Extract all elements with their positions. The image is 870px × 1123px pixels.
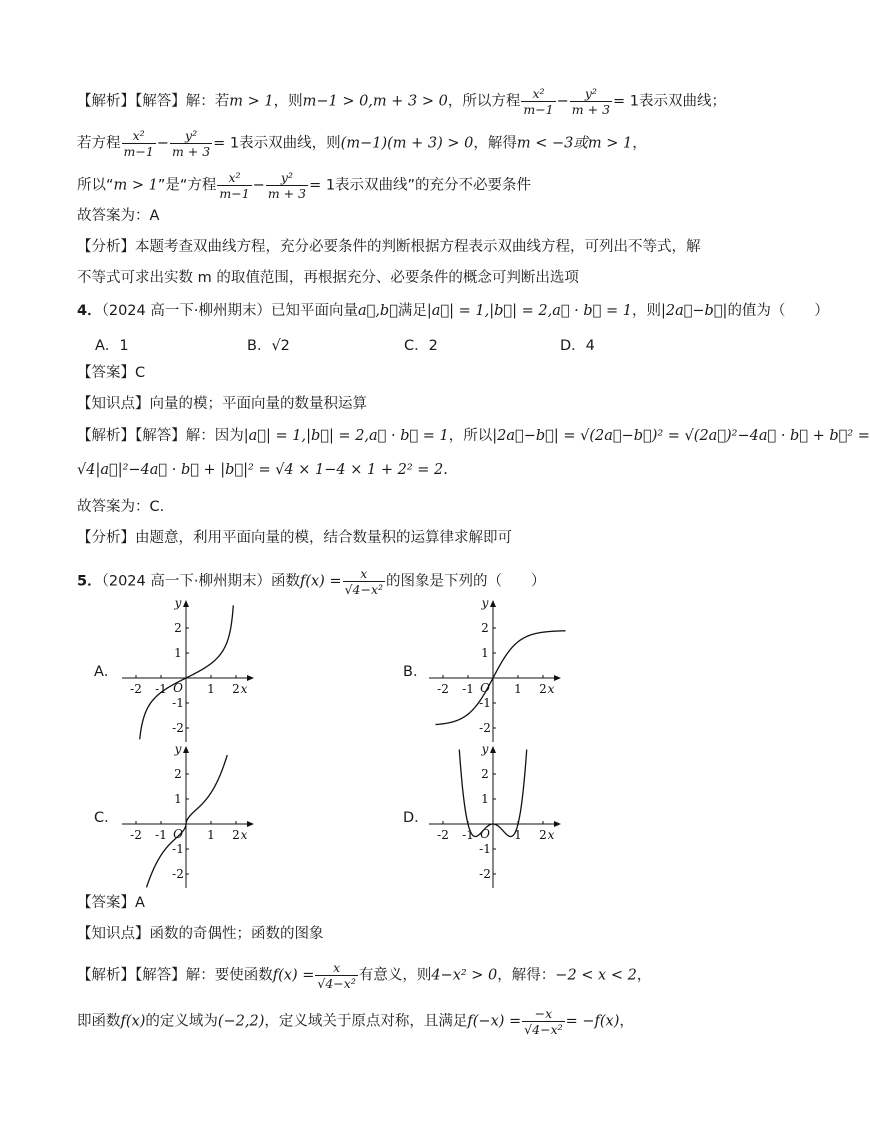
x-tick-label: 1 <box>207 828 215 842</box>
frac-num: x² <box>217 170 251 186</box>
x-axis-arrow <box>247 675 254 681</box>
y-tick-label: -1 <box>172 842 184 856</box>
frac-num: x <box>343 566 385 582</box>
math: m < −3或m > 1 <box>516 135 633 152</box>
math: |2a⃗−b⃗| = √(2a⃗−b⃗)² = √(2a⃗)²−4a⃗ · b⃗ + b⃗² = <box>492 428 870 444</box>
math: f(−x) = <box>467 1013 522 1030</box>
x-tick-label: -1 <box>155 828 167 842</box>
x-tick-label: 2 <box>539 828 547 842</box>
y-axis-label: y <box>481 596 489 610</box>
frac-num: −x <box>522 1006 564 1022</box>
math: f(x) = <box>272 967 315 984</box>
y-tick-label: 1 <box>481 792 489 806</box>
y-tick-label: -2 <box>479 867 491 881</box>
frac-num: y² <box>570 86 612 102</box>
x-tick-label: 2 <box>232 682 240 696</box>
text: 【解析】【解答】解：要使函数 <box>77 967 273 984</box>
x-tick-label: 1 <box>514 682 522 696</box>
math: a⃗,b⃗ <box>357 303 398 319</box>
x-axis-label: x <box>240 682 248 696</box>
x-axis-label: x <box>547 682 555 696</box>
q4-knowledge: 【知识点】向量的模；平面向量的数量积运算 <box>77 396 367 412</box>
x-axis-label: x <box>240 828 248 842</box>
text: = 1表示双曲线； <box>613 93 727 110</box>
y-tick-label: -2 <box>172 721 184 735</box>
q3-solution-line3: 所以“m > 1”是“方程 $\frac{\text{x²}}{m-1}$ − $\frac{\text{y²}}{m + 3}$ = 1表示双曲线”的充分不必要条件 <box>77 170 532 201</box>
text: ，所以 <box>448 428 493 444</box>
q5-solution-line1 <box>77 960 651 991</box>
q5-graph-a[interactable] <box>118 596 258 746</box>
y-axis-arrow <box>183 746 189 753</box>
origin-label: O <box>173 681 183 695</box>
text: 的值为（ ） <box>727 303 829 319</box>
text: ，解得： <box>497 967 556 984</box>
y-tick-label: -1 <box>479 842 491 856</box>
fraction <box>315 960 357 991</box>
text: 【解析】【解答】解：因为 <box>77 428 244 444</box>
y-tick-label: 2 <box>481 621 489 635</box>
y-tick-label: 1 <box>174 792 182 806</box>
y-tick-label: 1 <box>174 646 182 660</box>
text: （2024 高一下·柳州期末）函数 <box>101 573 300 590</box>
y-axis-arrow <box>183 600 189 607</box>
q4-option-b[interactable]: B．√2 <box>247 338 290 354</box>
math: m > 1 <box>229 93 274 110</box>
frac-num: x² <box>122 128 156 144</box>
text: 有意义，则 <box>358 967 432 984</box>
text: ，所以方程 <box>447 93 521 110</box>
frac-den: √4−x² <box>317 976 356 991</box>
text: 即函数 <box>77 1013 121 1030</box>
text: （2024 高一下·柳州期末）已知平面向量 <box>101 303 358 319</box>
question-number: 4． <box>77 303 102 319</box>
text: ，解得 <box>473 135 517 152</box>
y-axis-arrow <box>490 746 496 753</box>
question-number: 5． <box>77 573 102 590</box>
x-tick-label: 1 <box>514 828 522 842</box>
q5-graph-label-d[interactable]: D． <box>403 810 429 826</box>
frac-den: m−1 <box>219 186 250 201</box>
y-axis-label: y <box>481 742 489 756</box>
text: = 1表示双曲线”的充分不必要条件 <box>309 177 532 194</box>
origin-label: O <box>480 681 490 695</box>
x-tick-label: -1 <box>462 828 474 842</box>
y-tick-label: 2 <box>174 767 182 781</box>
math: f(x) = <box>299 573 342 590</box>
frac-den: √4−x² <box>344 582 384 597</box>
math: m−1 > 0,m + 3 > 0 <box>302 93 448 110</box>
q4-analysis: 【分析】由题意，利用平面向量的模，结合数量积的运算律求解即可 <box>77 530 512 546</box>
x-tick-label: -2 <box>130 682 142 696</box>
math: (m−1)(m + 3) > 0 <box>340 135 474 152</box>
text: ， <box>632 135 647 152</box>
y-tick-label: -2 <box>479 721 491 735</box>
q5-graph-label-c[interactable]: C． <box>94 810 119 826</box>
frac-den: √4−x² <box>524 1022 563 1037</box>
q3-analysis-line2: 不等式可求出实数 m 的取值范围，再根据充分、必要条件的概念可判断出选项 <box>77 270 579 286</box>
q4-final-answer: 故答案为：C. <box>77 499 165 515</box>
text: 若方程 <box>77 135 121 152</box>
y-axis-label: y <box>174 596 182 610</box>
math: |2a⃗−b⃗| <box>660 303 728 319</box>
origin-label: O <box>480 827 490 841</box>
q3-answer: 故答案为：A <box>77 208 160 224</box>
q5-answer: 【答案】A <box>77 895 145 911</box>
frac-den: m + 3 <box>171 144 211 159</box>
x-tick-label: -2 <box>130 828 142 842</box>
frac-den: m + 3 <box>571 102 611 117</box>
origin-label: O <box>173 827 183 841</box>
x-axis-arrow <box>247 821 254 827</box>
graph-c-curve <box>146 755 227 887</box>
frac-den: m−1 <box>123 144 154 159</box>
q5-graph-label-b[interactable]: B． <box>403 664 428 680</box>
math: |a⃗| = 1,|b⃗| = 2,a⃗ · b⃗ = 1 <box>426 303 632 319</box>
math: (−2,2) <box>217 1013 265 1030</box>
x-tick-label: 2 <box>539 682 547 696</box>
x-tick-label: -1 <box>462 682 474 696</box>
x-tick-label: -2 <box>437 828 449 842</box>
text: 的图象是下列的（ ） <box>386 573 546 590</box>
x-tick-label: 2 <box>232 828 240 842</box>
frac-num: y² <box>170 128 212 144</box>
x-axis-label: x <box>547 828 555 842</box>
fraction <box>570 86 612 117</box>
fraction <box>217 170 251 201</box>
fraction <box>266 170 308 201</box>
q5-stem <box>77 566 546 597</box>
q4-solution-line1 <box>77 426 870 446</box>
math: √4|a⃗|²−4a⃗ · b⃗ + |b⃗|² = √4 × 1−4 × 1 + 2² = 2. <box>77 462 448 478</box>
q3-solution-line1: 【解析】【解答】解：若m > 1，则m−1 > 0,m + 3 > 0，所以方程 $\frac{\text{x²}}{m-1}$ − $\frac{\text{y²}}{m + 3}$ = 1表示双曲线； <box>77 86 727 117</box>
y-axis-arrow <box>490 600 496 607</box>
math: 4−x² > 0 <box>431 967 498 984</box>
text: ，定义域关于原点对称，且满足 <box>264 1013 468 1030</box>
text: 的定义域为 <box>145 1013 218 1030</box>
x-tick-label: -2 <box>437 682 449 696</box>
fraction <box>122 128 156 159</box>
y-axis-label: y <box>174 742 182 756</box>
math: = −f(x) <box>565 1013 620 1030</box>
frac-den: m + 3 <box>267 186 307 201</box>
text: 所以“ <box>77 177 114 194</box>
x-axis-arrow <box>554 675 561 681</box>
q5-graph-b[interactable] <box>425 596 565 746</box>
math: −2 < x < 2 <box>555 967 637 984</box>
frac-num: x <box>315 960 357 976</box>
q4-option-c[interactable]: C．2 <box>404 338 438 354</box>
y-tick-label: -1 <box>172 696 184 710</box>
text: 满足 <box>397 303 427 319</box>
text: 【解析】【解答】解：若 <box>77 93 230 110</box>
y-tick-label: 2 <box>481 767 489 781</box>
text: ”是“方程 <box>157 177 217 194</box>
q4-solution-line2 <box>77 460 448 480</box>
q4-option-d[interactable]: D．4 <box>560 338 595 354</box>
y-tick-label: -1 <box>479 696 491 710</box>
q5-graph-label-a[interactable]: A． <box>94 664 119 680</box>
text: ， <box>636 967 652 984</box>
text: = 1表示双曲线，则 <box>213 135 341 152</box>
y-tick-label: -2 <box>172 867 184 881</box>
text: ， <box>619 1013 634 1030</box>
x-tick-label: 1 <box>207 682 215 696</box>
math: f(x) <box>120 1013 146 1030</box>
q5-solution-line2 <box>77 1006 634 1037</box>
frac-num: x² <box>521 86 555 102</box>
q5-knowledge: 【知识点】函数的奇偶性；函数的图象 <box>77 926 324 942</box>
fraction <box>522 1006 564 1037</box>
q3-solution-line2: 若方程 $\frac{\text{x²}}{m-1}$ − $\frac{\text{y²}}{m + 3}$ = 1表示双曲线，则(m−1)(m + 3) > 0，解得m < −3或m > 1， <box>77 128 647 159</box>
y-tick-label: 1 <box>481 646 489 660</box>
fraction <box>170 128 212 159</box>
q5-graph-d[interactable] <box>425 742 565 892</box>
y-tick-label: 2 <box>174 621 182 635</box>
x-tick-label: -1 <box>155 682 167 696</box>
x-axis-arrow <box>554 821 561 827</box>
q5-graph-c[interactable] <box>118 742 258 892</box>
math: m > 1 <box>113 177 158 194</box>
q4-option-a[interactable]: A．1 <box>95 338 129 354</box>
text: ，则 <box>273 93 303 110</box>
fraction <box>521 86 555 117</box>
frac-den: m−1 <box>523 102 554 117</box>
frac-num: y² <box>266 170 308 186</box>
text: ，则 <box>631 303 661 319</box>
fraction <box>343 566 385 597</box>
q4-stem <box>77 301 829 321</box>
q4-answer: 【答案】C <box>77 365 146 381</box>
math: |a⃗| = 1,|b⃗| = 2,a⃗ · b⃗ = 1 <box>243 428 449 444</box>
q3-analysis-line1: 【分析】本题考查双曲线方程，充分必要条件的判断根据方程表示双曲线方程，可列出不等式，解 <box>77 239 701 255</box>
